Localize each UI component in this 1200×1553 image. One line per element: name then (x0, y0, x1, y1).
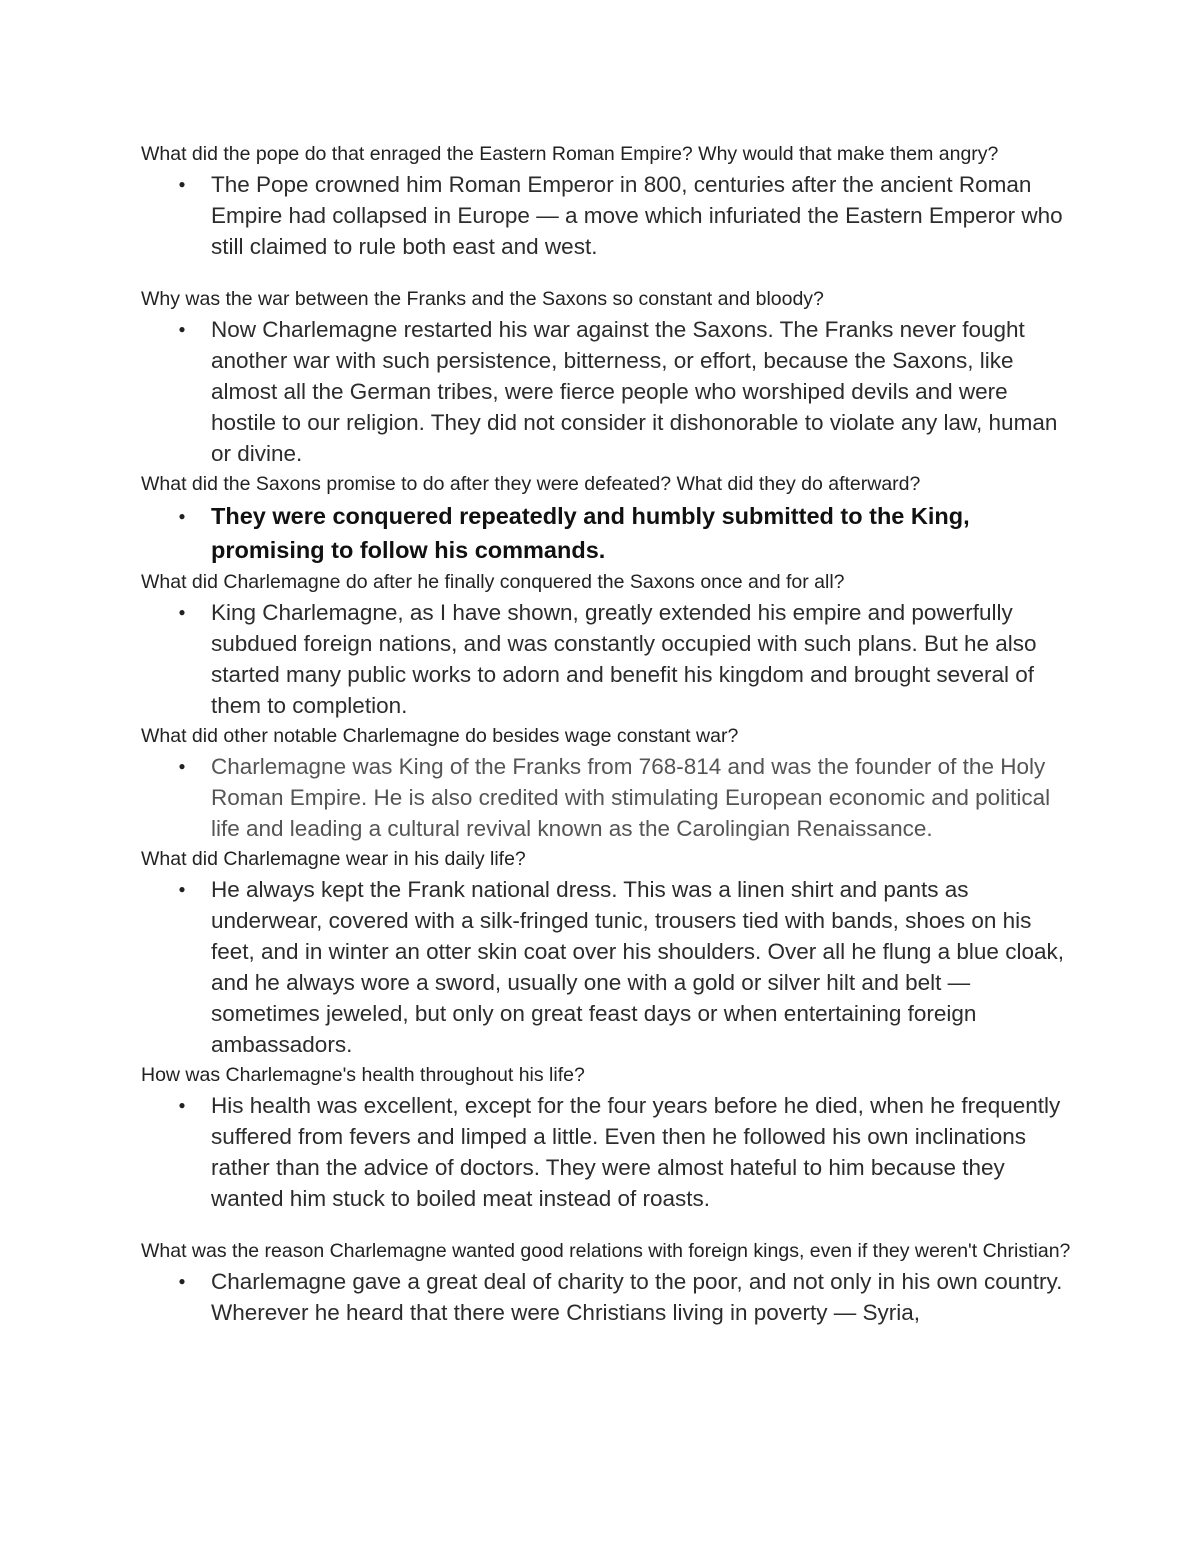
bullet-icon: ● (178, 1274, 186, 1288)
answer-health (178, 1090, 1071, 1214)
answer-text: Charlemagne was King of the Franks from 768-814 and was the founder of the Holy Roman Empire. He is also credited with stimulating European economic and political life and leading a cultural revival known as the Carolingian Renaissance. (211, 754, 1051, 841)
answer-text: King Charlemagne, as I have shown, greatly extended his empire and powerfully subdued foreign nations, and was constantly occupied with such plans. But he also started many public works to adorn and benefit his kingdom and brought several of them to completion. (211, 600, 1037, 718)
answer-list (141, 597, 1071, 721)
question-other-notable: What did other notable Charlemagne do besides wage constant war? (141, 725, 739, 747)
answer-text: Charlemagne gave a great deal of charity to the poor, and not only in his own country. Wherever he heard that there were Christians living in poverty — Syria, (211, 1269, 1063, 1325)
answer-pope-eastern-empire (178, 169, 1071, 262)
answer-list (141, 499, 1071, 567)
answer-after-conquest (178, 597, 1071, 721)
question-foreign-kings: What was the reason Charlemagne wanted good relations with foreign kings, even if they weren't Christian? (141, 1240, 1071, 1262)
question-health: How was Charlemagne's health throughout his life? (141, 1064, 585, 1086)
answer-list (141, 874, 1071, 1060)
bullet-icon: ● (178, 322, 186, 336)
answer-list (141, 1090, 1071, 1214)
question-daily-dress: What did Charlemagne wear in his daily life? (141, 848, 526, 870)
answer-text: His health was excellent, except for the four years before he died, when he frequently suffered from fevers and limped a little. Even then he followed his own inclinations rather than the advice of doctors. They were almost hateful to him because they wanted him stuck to boiled meat instead of roasts. (211, 1093, 1061, 1211)
answer-franks-saxons-war (178, 314, 1071, 469)
answer-list (141, 1266, 1071, 1328)
answer-text: Now Charlemagne restarted his war against the Saxons. The Franks never fought another war with such persistence, bitterness, or effort, because the Saxons, like almost all the German tribes, were fierce people who worshiped devils and were hostile to our religion. They did not consider it dishonorable to violate any law, human or divine. (211, 317, 1058, 466)
bullet-icon: ● (178, 759, 186, 773)
question-saxons-promise: What did the Saxons promise to do after they were defeated? What did they do afterward? (141, 473, 921, 495)
answer-daily-dress (178, 874, 1071, 1060)
answer-other-notable (178, 751, 1071, 844)
bullet-icon: ● (178, 605, 186, 619)
answer-list (141, 169, 1071, 262)
answer-foreign-kings (178, 1266, 1071, 1328)
question-pope-eastern-empire: What did the pope do that enraged the Eastern Roman Empire? Why would that make them angry? (141, 143, 999, 165)
bullet-icon: ● (178, 509, 186, 523)
answer-list (141, 751, 1071, 844)
answer-text: He always kept the Frank national dress. This was a linen shirt and pants as underwear, covered with a silk-fringed tunic, trousers tied with bands, shoes on his feet, and in winter an otter skin coat over his shoulders. Over all he flung a blue cloak, and he always wore a sword, usually one with a gold or silver hilt and belt — sometimes jeweled, but only on great feast days or when entertaining foreign ambassadors. (211, 877, 1064, 1057)
answer-text: They were conquered repeatedly and humbly submitted to the King, promising to follow his commands. (211, 503, 970, 563)
answer-list (141, 314, 1071, 469)
question-after-conquest: What did Charlemagne do after he finally conquered the Saxons once and for all? (141, 571, 845, 593)
bullet-icon: ● (178, 882, 186, 896)
answer-saxons-promise (178, 499, 1071, 567)
bullet-icon: ● (178, 1098, 186, 1112)
question-franks-saxons-war: Why was the war between the Franks and the Saxons so constant and bloody? (141, 288, 824, 310)
bullet-icon: ● (178, 177, 186, 191)
document-content (141, 139, 1071, 1328)
answer-text: The Pope crowned him Roman Emperor in 800, centuries after the ancient Roman Empire had collapsed in Europe — a move which infuriated the Eastern Emperor who still claimed to rule both east and west. (211, 172, 1063, 259)
